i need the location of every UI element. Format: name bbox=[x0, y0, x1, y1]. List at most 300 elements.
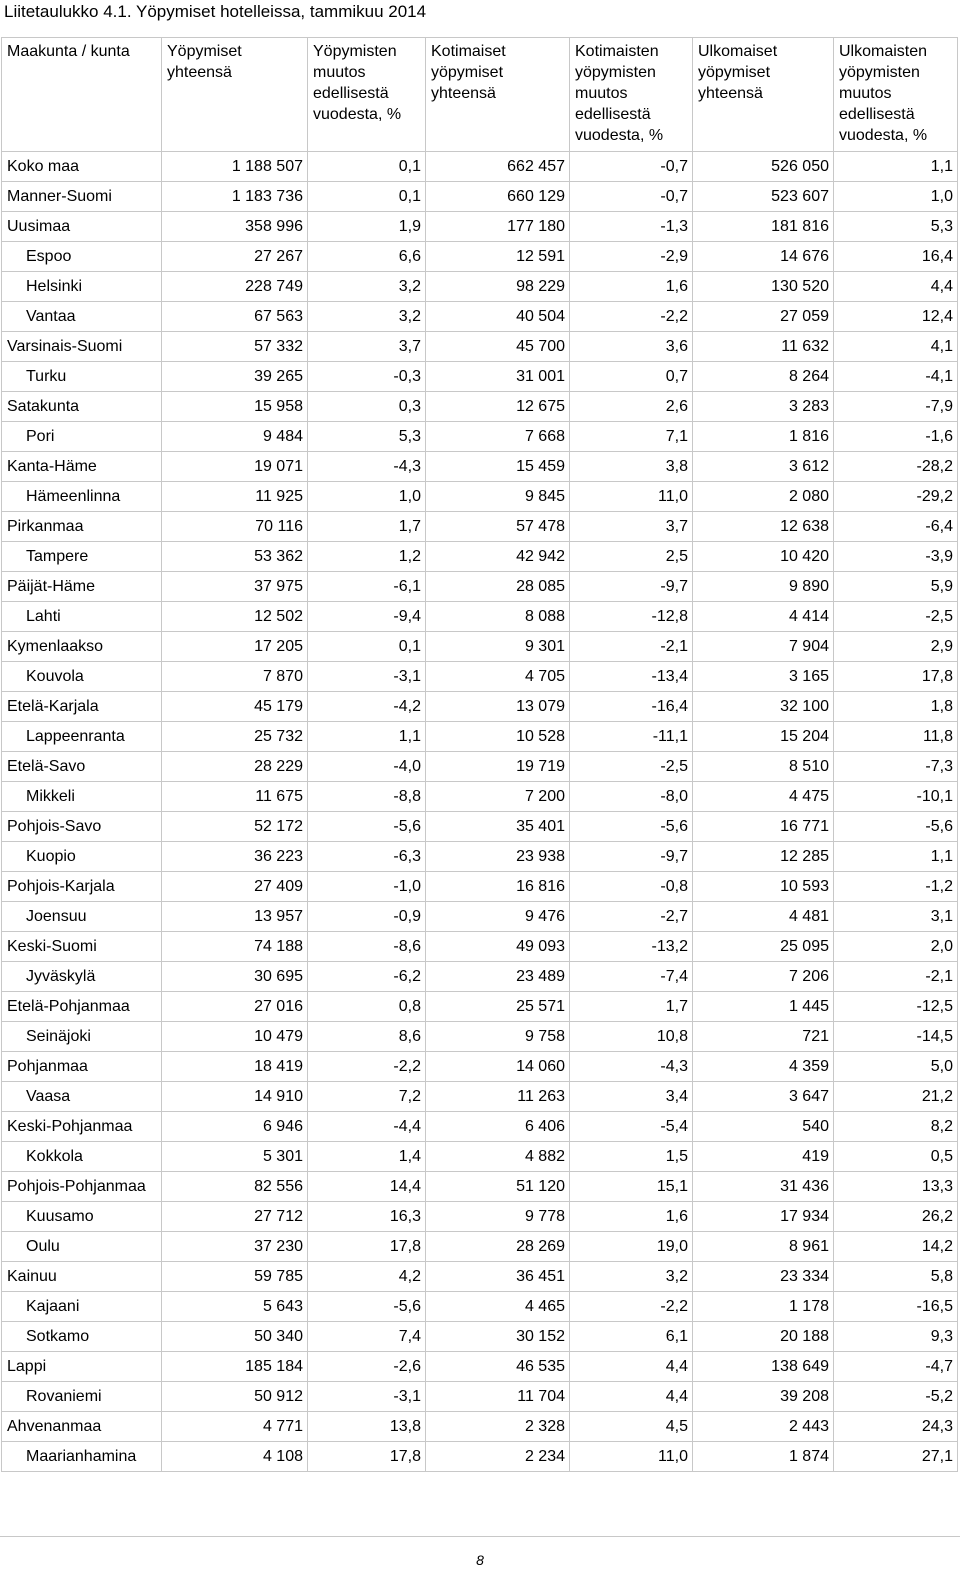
foreign-nights-cell: 4 414 bbox=[693, 602, 834, 632]
table-row bbox=[2, 482, 958, 512]
foreign-change-cell: 14,2 bbox=[834, 1232, 958, 1262]
table-row bbox=[2, 512, 958, 542]
table-row bbox=[2, 242, 958, 272]
total-nights-cell: 185 184 bbox=[162, 1352, 308, 1382]
domestic-nights-cell: 15 459 bbox=[426, 452, 570, 482]
domestic-change-cell: -13,4 bbox=[570, 662, 693, 692]
domestic-nights-cell: 6 406 bbox=[426, 1112, 570, 1142]
domestic-nights-cell: 40 504 bbox=[426, 302, 570, 332]
foreign-nights-cell: 3 283 bbox=[693, 392, 834, 422]
total-nights-cell: 53 362 bbox=[162, 542, 308, 572]
region-name-cell: Etelä-Pohjanmaa bbox=[2, 992, 162, 1022]
foreign-nights-cell: 15 204 bbox=[693, 722, 834, 752]
foreign-change-cell: 5,8 bbox=[834, 1262, 958, 1292]
total-nights-cell: 50 912 bbox=[162, 1382, 308, 1412]
region-name-cell: Pohjois-Savo bbox=[2, 812, 162, 842]
foreign-change-cell: -7,9 bbox=[834, 392, 958, 422]
total-change-cell: 0,8 bbox=[308, 992, 426, 1022]
foreign-change-cell: -2,1 bbox=[834, 962, 958, 992]
domestic-nights-cell: 7 200 bbox=[426, 782, 570, 812]
domestic-change-cell: 3,7 bbox=[570, 512, 693, 542]
total-change-cell: 1,4 bbox=[308, 1142, 426, 1172]
domestic-nights-cell: 11 263 bbox=[426, 1082, 570, 1112]
total-change-cell: 0,1 bbox=[308, 152, 426, 182]
total-change-cell: 14,4 bbox=[308, 1172, 426, 1202]
domestic-nights-cell: 30 152 bbox=[426, 1322, 570, 1352]
municipality-name-cell: Maarianhamina bbox=[2, 1442, 162, 1472]
domestic-nights-cell: 7 668 bbox=[426, 422, 570, 452]
foreign-change-cell: 11,8 bbox=[834, 722, 958, 752]
total-nights-cell: 59 785 bbox=[162, 1262, 308, 1292]
total-change-cell: 17,8 bbox=[308, 1232, 426, 1262]
domestic-nights-cell: 13 079 bbox=[426, 692, 570, 722]
domestic-change-cell: -9,7 bbox=[570, 572, 693, 602]
table-header-row bbox=[2, 38, 958, 152]
domestic-nights-cell: 12 675 bbox=[426, 392, 570, 422]
municipality-name-cell: Pori bbox=[2, 422, 162, 452]
domestic-nights-cell: 23 938 bbox=[426, 842, 570, 872]
total-change-cell: -2,2 bbox=[308, 1052, 426, 1082]
foreign-change-cell: -4,1 bbox=[834, 362, 958, 392]
total-nights-cell: 57 332 bbox=[162, 332, 308, 362]
total-change-cell: -5,6 bbox=[308, 1292, 426, 1322]
table-row bbox=[2, 602, 958, 632]
total-change-cell: 17,8 bbox=[308, 1442, 426, 1472]
foreign-change-cell: -10,1 bbox=[834, 782, 958, 812]
region-name-cell: Satakunta bbox=[2, 392, 162, 422]
municipality-name-cell: Tampere bbox=[2, 542, 162, 572]
domestic-change-cell: 4,4 bbox=[570, 1352, 693, 1382]
statistics-table-container bbox=[1, 37, 957, 1472]
table-row bbox=[2, 1412, 958, 1442]
domestic-nights-cell: 46 535 bbox=[426, 1352, 570, 1382]
total-nights-cell: 25 732 bbox=[162, 722, 308, 752]
foreign-change-cell: 3,1 bbox=[834, 902, 958, 932]
foreign-nights-cell: 3 165 bbox=[693, 662, 834, 692]
foreign-change-cell: 2,9 bbox=[834, 632, 958, 662]
domestic-change-cell: -4,3 bbox=[570, 1052, 693, 1082]
municipality-name-cell: Lappeenranta bbox=[2, 722, 162, 752]
municipality-name-cell: Lahti bbox=[2, 602, 162, 632]
foreign-nights-cell: 2 080 bbox=[693, 482, 834, 512]
foreign-change-cell: 16,4 bbox=[834, 242, 958, 272]
table-row bbox=[2, 752, 958, 782]
region-name-cell: Kainuu bbox=[2, 1262, 162, 1292]
total-nights-cell: 6 946 bbox=[162, 1112, 308, 1142]
table-row bbox=[2, 992, 958, 1022]
total-nights-cell: 50 340 bbox=[162, 1322, 308, 1352]
total-change-cell: 5,3 bbox=[308, 422, 426, 452]
total-change-cell: 3,2 bbox=[308, 302, 426, 332]
total-change-cell: 0,1 bbox=[308, 182, 426, 212]
municipality-name-cell: Espoo bbox=[2, 242, 162, 272]
total-nights-cell: 7 870 bbox=[162, 662, 308, 692]
domestic-change-cell: -8,0 bbox=[570, 782, 693, 812]
total-change-cell: 13,8 bbox=[308, 1412, 426, 1442]
region-name-cell: Pirkanmaa bbox=[2, 512, 162, 542]
foreign-nights-cell: 39 208 bbox=[693, 1382, 834, 1412]
total-nights-cell: 45 179 bbox=[162, 692, 308, 722]
table-row bbox=[2, 152, 958, 182]
total-nights-cell: 82 556 bbox=[162, 1172, 308, 1202]
domestic-change-cell: 11,0 bbox=[570, 1442, 693, 1472]
foreign-change-cell: -29,2 bbox=[834, 482, 958, 512]
total-nights-cell: 228 749 bbox=[162, 272, 308, 302]
total-change-cell: -4,4 bbox=[308, 1112, 426, 1142]
total-change-cell: 1,1 bbox=[308, 722, 426, 752]
total-nights-cell: 15 958 bbox=[162, 392, 308, 422]
foreign-change-cell: 17,8 bbox=[834, 662, 958, 692]
domestic-nights-cell: 57 478 bbox=[426, 512, 570, 542]
table-row bbox=[2, 332, 958, 362]
table-row bbox=[2, 542, 958, 572]
municipality-name-cell: Turku bbox=[2, 362, 162, 392]
domestic-nights-cell: 9 301 bbox=[426, 632, 570, 662]
foreign-nights-cell: 32 100 bbox=[693, 692, 834, 722]
domestic-change-cell: -2,1 bbox=[570, 632, 693, 662]
total-change-cell: -8,6 bbox=[308, 932, 426, 962]
municipality-name-cell: Vantaa bbox=[2, 302, 162, 332]
domestic-change-cell: -2,9 bbox=[570, 242, 693, 272]
municipality-name-cell: Kuopio bbox=[2, 842, 162, 872]
foreign-nights-cell: 14 676 bbox=[693, 242, 834, 272]
total-nights-cell: 9 484 bbox=[162, 422, 308, 452]
total-nights-cell: 67 563 bbox=[162, 302, 308, 332]
domestic-change-cell: 3,4 bbox=[570, 1082, 693, 1112]
foreign-nights-cell: 2 443 bbox=[693, 1412, 834, 1442]
region-name-cell: Kymenlaakso bbox=[2, 632, 162, 662]
domestic-change-cell: 3,2 bbox=[570, 1262, 693, 1292]
total-change-cell: 6,6 bbox=[308, 242, 426, 272]
page-number: 8 bbox=[476, 1552, 484, 1568]
municipality-name-cell: Oulu bbox=[2, 1232, 162, 1262]
table-row bbox=[2, 1352, 958, 1382]
domestic-change-cell: -7,4 bbox=[570, 962, 693, 992]
total-change-cell: 1,0 bbox=[308, 482, 426, 512]
domestic-nights-cell: 31 001 bbox=[426, 362, 570, 392]
municipality-name-cell: Kuusamo bbox=[2, 1202, 162, 1232]
total-change-cell: 16,3 bbox=[308, 1202, 426, 1232]
domestic-nights-cell: 662 457 bbox=[426, 152, 570, 182]
foreign-change-cell: -1,2 bbox=[834, 872, 958, 902]
region-name-cell: Manner-Suomi bbox=[2, 182, 162, 212]
table-row bbox=[2, 632, 958, 662]
domestic-nights-cell: 14 060 bbox=[426, 1052, 570, 1082]
foreign-change-cell: -2,5 bbox=[834, 602, 958, 632]
domestic-change-cell: 7,1 bbox=[570, 422, 693, 452]
page-title: Liitetaulukko 4.1. Yöpymiset hotelleissa, tammikuu 2014 bbox=[4, 2, 427, 21]
total-nights-cell: 5 301 bbox=[162, 1142, 308, 1172]
foreign-change-cell: -12,5 bbox=[834, 992, 958, 1022]
domestic-change-cell: 3,8 bbox=[570, 452, 693, 482]
total-nights-cell: 37 975 bbox=[162, 572, 308, 602]
total-nights-cell: 28 229 bbox=[162, 752, 308, 782]
municipality-name-cell: Helsinki bbox=[2, 272, 162, 302]
municipality-name-cell: Kouvola bbox=[2, 662, 162, 692]
table-row bbox=[2, 212, 958, 242]
foreign-change-cell: 0,5 bbox=[834, 1142, 958, 1172]
foreign-nights-cell: 4 481 bbox=[693, 902, 834, 932]
domestic-nights-cell: 10 528 bbox=[426, 722, 570, 752]
domestic-nights-cell: 660 129 bbox=[426, 182, 570, 212]
table-row bbox=[2, 272, 958, 302]
region-name-cell: Pohjois-Karjala bbox=[2, 872, 162, 902]
foreign-nights-cell: 1 445 bbox=[693, 992, 834, 1022]
header-total-change: Yöpymisten muutos edellisestä vuodesta, % bbox=[308, 38, 426, 152]
foreign-nights-cell: 8 264 bbox=[693, 362, 834, 392]
total-nights-cell: 19 071 bbox=[162, 452, 308, 482]
foreign-change-cell: -1,6 bbox=[834, 422, 958, 452]
foreign-change-cell: 5,9 bbox=[834, 572, 958, 602]
domestic-change-cell: -12,8 bbox=[570, 602, 693, 632]
foreign-nights-cell: 17 934 bbox=[693, 1202, 834, 1232]
domestic-change-cell: -2,2 bbox=[570, 302, 693, 332]
domestic-nights-cell: 12 591 bbox=[426, 242, 570, 272]
total-change-cell: 0,3 bbox=[308, 392, 426, 422]
table-row bbox=[2, 1262, 958, 1292]
region-name-cell: Uusimaa bbox=[2, 212, 162, 242]
total-change-cell: 1,7 bbox=[308, 512, 426, 542]
table-row bbox=[2, 1382, 958, 1412]
domestic-change-cell: -0,8 bbox=[570, 872, 693, 902]
total-change-cell: -4,2 bbox=[308, 692, 426, 722]
region-name-cell: Keski-Suomi bbox=[2, 932, 162, 962]
foreign-nights-cell: 8 961 bbox=[693, 1232, 834, 1262]
domestic-change-cell: -2,5 bbox=[570, 752, 693, 782]
foreign-change-cell: 21,2 bbox=[834, 1082, 958, 1112]
municipality-name-cell: Seinäjoki bbox=[2, 1022, 162, 1052]
foreign-nights-cell: 31 436 bbox=[693, 1172, 834, 1202]
foreign-change-cell: 26,2 bbox=[834, 1202, 958, 1232]
domestic-nights-cell: 49 093 bbox=[426, 932, 570, 962]
table-row bbox=[2, 692, 958, 722]
total-nights-cell: 11 925 bbox=[162, 482, 308, 512]
domestic-change-cell: -1,3 bbox=[570, 212, 693, 242]
domestic-change-cell: 1,7 bbox=[570, 992, 693, 1022]
total-change-cell: 0,1 bbox=[308, 632, 426, 662]
foreign-nights-cell: 138 649 bbox=[693, 1352, 834, 1382]
domestic-nights-cell: 98 229 bbox=[426, 272, 570, 302]
region-name-cell: Kanta-Häme bbox=[2, 452, 162, 482]
total-nights-cell: 39 265 bbox=[162, 362, 308, 392]
region-name-cell: Ahvenanmaa bbox=[2, 1412, 162, 1442]
foreign-change-cell: 1,1 bbox=[834, 842, 958, 872]
region-name-cell: Lappi bbox=[2, 1352, 162, 1382]
region-name-cell: Etelä-Karjala bbox=[2, 692, 162, 722]
foreign-change-cell: -3,9 bbox=[834, 542, 958, 572]
domestic-nights-cell: 2 328 bbox=[426, 1412, 570, 1442]
domestic-nights-cell: 4 882 bbox=[426, 1142, 570, 1172]
domestic-nights-cell: 4 465 bbox=[426, 1292, 570, 1322]
total-nights-cell: 74 188 bbox=[162, 932, 308, 962]
table-row bbox=[2, 1052, 958, 1082]
foreign-change-cell: -4,7 bbox=[834, 1352, 958, 1382]
foreign-change-cell: 1,0 bbox=[834, 182, 958, 212]
total-change-cell: 8,6 bbox=[308, 1022, 426, 1052]
foreign-change-cell: -5,6 bbox=[834, 812, 958, 842]
table-row bbox=[2, 1292, 958, 1322]
domestic-change-cell: -2,7 bbox=[570, 902, 693, 932]
domestic-change-cell: 2,6 bbox=[570, 392, 693, 422]
total-change-cell: -2,6 bbox=[308, 1352, 426, 1382]
domestic-nights-cell: 51 120 bbox=[426, 1172, 570, 1202]
municipality-name-cell: Rovaniemi bbox=[2, 1382, 162, 1412]
table-row bbox=[2, 452, 958, 482]
footer-divider bbox=[0, 1536, 960, 1537]
table-row bbox=[2, 1142, 958, 1172]
region-name-cell: Pohjois-Pohjanmaa bbox=[2, 1172, 162, 1202]
table-row bbox=[2, 782, 958, 812]
total-change-cell: -0,9 bbox=[308, 902, 426, 932]
domestic-change-cell: -0,7 bbox=[570, 182, 693, 212]
domestic-nights-cell: 28 269 bbox=[426, 1232, 570, 1262]
domestic-nights-cell: 23 489 bbox=[426, 962, 570, 992]
header-domestic-change: Kotimaisten yöpymisten muutos edellisestä vuodesta, % bbox=[570, 38, 693, 152]
total-change-cell: 3,7 bbox=[308, 332, 426, 362]
table-row bbox=[2, 1232, 958, 1262]
domestic-nights-cell: 2 234 bbox=[426, 1442, 570, 1472]
domestic-nights-cell: 9 845 bbox=[426, 482, 570, 512]
region-name-cell: Keski-Pohjanmaa bbox=[2, 1112, 162, 1142]
foreign-nights-cell: 7 206 bbox=[693, 962, 834, 992]
domestic-nights-cell: 45 700 bbox=[426, 332, 570, 362]
total-nights-cell: 18 419 bbox=[162, 1052, 308, 1082]
foreign-nights-cell: 9 890 bbox=[693, 572, 834, 602]
table-row bbox=[2, 842, 958, 872]
total-change-cell: 7,2 bbox=[308, 1082, 426, 1112]
table-row bbox=[2, 392, 958, 422]
total-nights-cell: 27 016 bbox=[162, 992, 308, 1022]
domestic-change-cell: -5,6 bbox=[570, 812, 693, 842]
domestic-nights-cell: 25 571 bbox=[426, 992, 570, 1022]
domestic-nights-cell: 35 401 bbox=[426, 812, 570, 842]
table-row bbox=[2, 362, 958, 392]
foreign-change-cell: -28,2 bbox=[834, 452, 958, 482]
foreign-change-cell: 13,3 bbox=[834, 1172, 958, 1202]
foreign-nights-cell: 1 816 bbox=[693, 422, 834, 452]
table-row bbox=[2, 182, 958, 212]
foreign-nights-cell: 27 059 bbox=[693, 302, 834, 332]
header-foreign-change: Ulkomaisten yöpymisten muutos edellisestä vuodesta, % bbox=[834, 38, 958, 152]
total-change-cell: -3,1 bbox=[308, 1382, 426, 1412]
total-nights-cell: 30 695 bbox=[162, 962, 308, 992]
foreign-change-cell: 5,0 bbox=[834, 1052, 958, 1082]
table-row bbox=[2, 422, 958, 452]
foreign-nights-cell: 526 050 bbox=[693, 152, 834, 182]
total-nights-cell: 37 230 bbox=[162, 1232, 308, 1262]
total-change-cell: -6,1 bbox=[308, 572, 426, 602]
foreign-change-cell: -16,5 bbox=[834, 1292, 958, 1322]
total-change-cell: -3,1 bbox=[308, 662, 426, 692]
domestic-nights-cell: 19 719 bbox=[426, 752, 570, 782]
header-total-nights: Yöpymiset yhteensä bbox=[162, 38, 308, 152]
foreign-change-cell: -14,5 bbox=[834, 1022, 958, 1052]
domestic-nights-cell: 11 704 bbox=[426, 1382, 570, 1412]
total-nights-cell: 12 502 bbox=[162, 602, 308, 632]
foreign-nights-cell: 1 874 bbox=[693, 1442, 834, 1472]
domestic-nights-cell: 9 778 bbox=[426, 1202, 570, 1232]
foreign-nights-cell: 523 607 bbox=[693, 182, 834, 212]
foreign-nights-cell: 4 359 bbox=[693, 1052, 834, 1082]
total-change-cell: 1,9 bbox=[308, 212, 426, 242]
total-nights-cell: 52 172 bbox=[162, 812, 308, 842]
foreign-change-cell: 2,0 bbox=[834, 932, 958, 962]
total-nights-cell: 27 267 bbox=[162, 242, 308, 272]
domestic-change-cell: 2,5 bbox=[570, 542, 693, 572]
foreign-nights-cell: 8 510 bbox=[693, 752, 834, 782]
municipality-name-cell: Hämeenlinna bbox=[2, 482, 162, 512]
total-nights-cell: 10 479 bbox=[162, 1022, 308, 1052]
domestic-change-cell: 1,5 bbox=[570, 1142, 693, 1172]
domestic-nights-cell: 8 088 bbox=[426, 602, 570, 632]
table-row bbox=[2, 722, 958, 752]
total-nights-cell: 358 996 bbox=[162, 212, 308, 242]
foreign-nights-cell: 23 334 bbox=[693, 1262, 834, 1292]
domestic-nights-cell: 4 705 bbox=[426, 662, 570, 692]
domestic-change-cell: 1,6 bbox=[570, 272, 693, 302]
foreign-nights-cell: 4 475 bbox=[693, 782, 834, 812]
foreign-nights-cell: 540 bbox=[693, 1112, 834, 1142]
foreign-change-cell: 4,4 bbox=[834, 272, 958, 302]
region-name-cell: Etelä-Savo bbox=[2, 752, 162, 782]
domestic-nights-cell: 42 942 bbox=[426, 542, 570, 572]
domestic-nights-cell: 16 816 bbox=[426, 872, 570, 902]
table-row bbox=[2, 1322, 958, 1352]
domestic-change-cell: -9,7 bbox=[570, 842, 693, 872]
foreign-nights-cell: 12 285 bbox=[693, 842, 834, 872]
total-change-cell: -0,3 bbox=[308, 362, 426, 392]
domestic-nights-cell: 177 180 bbox=[426, 212, 570, 242]
domestic-change-cell: 1,6 bbox=[570, 1202, 693, 1232]
domestic-change-cell: 6,1 bbox=[570, 1322, 693, 1352]
domestic-change-cell: 15,1 bbox=[570, 1172, 693, 1202]
table-body bbox=[2, 152, 958, 1472]
total-nights-cell: 36 223 bbox=[162, 842, 308, 872]
header-domestic-nights: Kotimaiset yöpymiset yhteensä bbox=[426, 38, 570, 152]
total-change-cell: -4,0 bbox=[308, 752, 426, 782]
foreign-nights-cell: 181 816 bbox=[693, 212, 834, 242]
domestic-change-cell: -0,7 bbox=[570, 152, 693, 182]
domestic-nights-cell: 9 476 bbox=[426, 902, 570, 932]
total-change-cell: -5,6 bbox=[308, 812, 426, 842]
foreign-nights-cell: 7 904 bbox=[693, 632, 834, 662]
municipality-name-cell: Vaasa bbox=[2, 1082, 162, 1112]
total-nights-cell: 27 712 bbox=[162, 1202, 308, 1232]
statistics-table bbox=[1, 37, 958, 1472]
table-row bbox=[2, 1172, 958, 1202]
table-row bbox=[2, 572, 958, 602]
total-change-cell: 4,2 bbox=[308, 1262, 426, 1292]
total-nights-cell: 14 910 bbox=[162, 1082, 308, 1112]
total-change-cell: -1,0 bbox=[308, 872, 426, 902]
foreign-change-cell: 1,8 bbox=[834, 692, 958, 722]
foreign-nights-cell: 130 520 bbox=[693, 272, 834, 302]
table-row bbox=[2, 662, 958, 692]
total-change-cell: -6,2 bbox=[308, 962, 426, 992]
table-row bbox=[2, 1112, 958, 1142]
foreign-nights-cell: 1 178 bbox=[693, 1292, 834, 1322]
total-nights-cell: 11 675 bbox=[162, 782, 308, 812]
foreign-change-cell: 12,4 bbox=[834, 302, 958, 332]
domestic-change-cell: 10,8 bbox=[570, 1022, 693, 1052]
foreign-change-cell: 24,3 bbox=[834, 1412, 958, 1442]
domestic-change-cell: -5,4 bbox=[570, 1112, 693, 1142]
header-region: Maakunta / kunta bbox=[2, 38, 162, 152]
domestic-nights-cell: 28 085 bbox=[426, 572, 570, 602]
table-row bbox=[2, 1022, 958, 1052]
table-row bbox=[2, 1082, 958, 1112]
total-nights-cell: 1 188 507 bbox=[162, 152, 308, 182]
